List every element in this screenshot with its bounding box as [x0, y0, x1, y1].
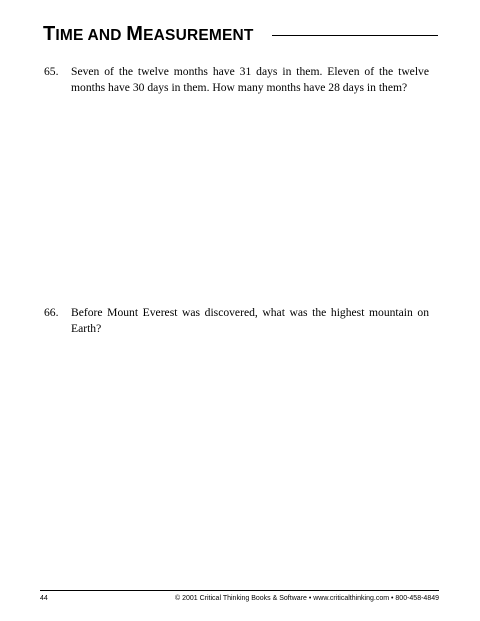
title-rule	[272, 35, 438, 36]
title-part-easurement: EASUREMENT	[143, 27, 254, 44]
page-header	[43, 20, 438, 48]
question-65	[44, 64, 429, 96]
page-title	[43, 20, 254, 50]
title-initial-t: T	[43, 23, 56, 45]
title-part-ime: IME	[55, 27, 84, 44]
question-number: 65.	[44, 65, 59, 78]
page-number: 44	[40, 595, 48, 602]
title-initial-m: M	[126, 23, 144, 45]
question-text: Before Mount Everest was discovered, what was the highest mountain on Earth?	[71, 306, 429, 335]
title-part-and: AND	[83, 27, 127, 44]
footer-rule	[40, 590, 439, 591]
question-number: 66.	[44, 306, 59, 319]
question-66	[44, 305, 429, 337]
footer-copyright: © 2001 Critical Thinking Books & Software • www.criticalthinking.com • 800-458-4849	[175, 595, 439, 602]
question-text: Seven of the twelve months have 31 days in them. Eleven of the twelve months have 30 days in them. How many months have 28 days in them?	[71, 65, 429, 94]
